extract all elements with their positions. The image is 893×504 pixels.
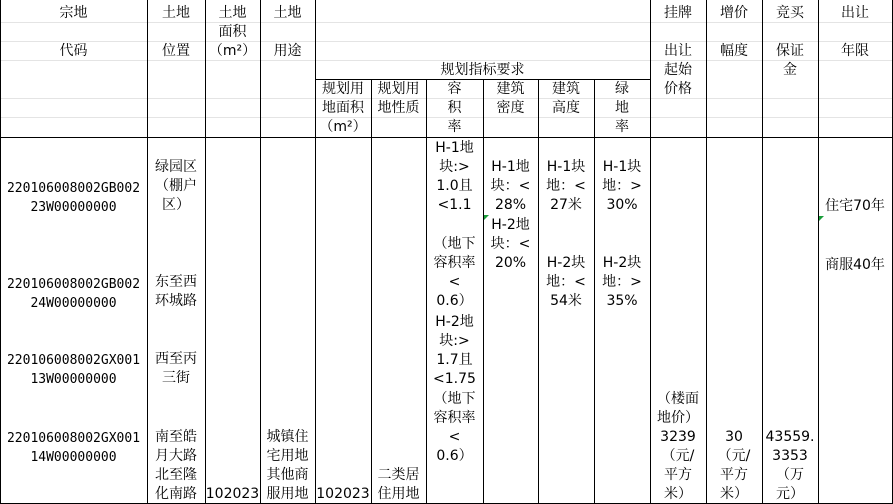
planned-nature-text: 住用地 xyxy=(377,486,420,502)
header-term-line1: 出让 xyxy=(841,5,869,21)
far-text: 容积率 xyxy=(433,255,476,271)
location-text: 月大路 xyxy=(155,448,197,464)
header-location-line2: 位置 xyxy=(162,43,190,59)
header-use-line1: 土地 xyxy=(273,5,302,21)
parcel-code: 220106008002GB002 xyxy=(6,277,141,292)
far-text: 1.0且 xyxy=(436,178,473,194)
header-far-line1: 容 xyxy=(447,81,462,97)
green-ratio-text: H-2块 xyxy=(602,255,642,271)
increment-text: （元/ xyxy=(717,448,751,464)
header-green-line3: 率 xyxy=(615,119,629,135)
far-text: 1.7且 xyxy=(436,352,473,368)
deposit-text: （万 xyxy=(776,467,804,483)
starting-price-text: 3239 xyxy=(660,429,696,445)
starting-price-text: 平方 xyxy=(664,467,692,483)
location-text: 区） xyxy=(162,197,190,213)
location-text: 三街 xyxy=(162,370,190,386)
column-border xyxy=(818,0,819,504)
land-use-text: 其他商 xyxy=(266,467,309,483)
comment-marker-icon[interactable] xyxy=(819,216,824,221)
density-text: 20% xyxy=(494,255,527,271)
header-area-line3: （m²） xyxy=(208,43,257,59)
far-text: 块:> xyxy=(439,159,470,175)
height-text: H-1块 xyxy=(546,159,586,175)
header-term-line2: 年限 xyxy=(841,43,869,59)
header-increment-line2: 幅度 xyxy=(720,43,748,59)
land-area-value: 102023 xyxy=(205,486,260,502)
deposit-text: 3353 xyxy=(772,448,808,464)
far-text: < xyxy=(448,429,461,445)
header-location-line1: 土地 xyxy=(162,5,190,21)
location-text: 南至皓 xyxy=(155,429,197,445)
parcel-code: 220106008002GB002 xyxy=(6,181,141,196)
header-green-line2: 地 xyxy=(615,100,629,116)
header-deposit-line3: 金 xyxy=(783,62,797,78)
starting-price-text: （楼面 xyxy=(657,391,699,407)
parcel-code: 13W00000000 xyxy=(30,372,117,387)
header-price-line2: 出让 xyxy=(664,43,692,59)
land-use-text: 城镇住 xyxy=(266,429,309,445)
location-text: 环城路 xyxy=(155,293,197,309)
parcel-code: 220106008002GX001 xyxy=(6,353,141,368)
height-text: 54米 xyxy=(550,293,582,309)
density-text: 28% xyxy=(494,197,527,213)
header-price-line1: 挂牌 xyxy=(664,5,692,21)
term-residential: 住宅70年 xyxy=(825,198,885,214)
header-use-line2: 用途 xyxy=(273,43,302,59)
far-text: <1.75 xyxy=(433,371,476,387)
height-text: 地：< xyxy=(546,178,586,194)
starting-price-text: 米） xyxy=(664,486,692,502)
header-plan-area-line2: 地面积 xyxy=(322,100,364,116)
header-price-line4: 价格 xyxy=(664,81,692,97)
term-commercial: 商服40年 xyxy=(825,257,885,273)
increment-text: 平方 xyxy=(720,467,748,483)
header-planning-requirements: 规划指标要求 xyxy=(440,62,525,78)
header-code-line1: 宗地 xyxy=(59,5,88,21)
starting-price-text: 地价） xyxy=(657,410,699,426)
density-text: H-2地 xyxy=(491,217,530,233)
far-text: 容积率 xyxy=(433,410,476,426)
increment-text: 米） xyxy=(720,486,748,502)
density-text: 块：< xyxy=(490,236,531,252)
header-far-line3: 率 xyxy=(447,119,462,135)
header-plan-nature-line1: 规划用 xyxy=(377,81,420,97)
header-code-line2: 代码 xyxy=(59,43,88,59)
land-use-text: 宅用地 xyxy=(266,448,309,464)
increment-text: 30 xyxy=(725,429,743,445)
far-text: 0.6） xyxy=(436,293,473,309)
header-bottom-border xyxy=(0,137,893,138)
green-ratio-text: 地：> xyxy=(602,274,642,290)
parcel-code: 23W00000000 xyxy=(30,200,117,215)
header-deposit-line1: 竞买 xyxy=(776,5,804,21)
starting-price-text: （元/ xyxy=(661,448,695,464)
header-deposit-line2: 保证 xyxy=(776,43,804,59)
header-price-line3: 起始 xyxy=(664,62,692,78)
column-border xyxy=(483,79,484,504)
header-green-line1: 绿 xyxy=(615,81,629,97)
height-text: 27米 xyxy=(550,197,582,213)
far-text: （地下 xyxy=(433,391,476,407)
column-border xyxy=(205,0,206,504)
height-text: 地：< xyxy=(546,274,586,290)
header-density-line1: 建筑 xyxy=(496,81,525,97)
header-density-line2: 密度 xyxy=(496,100,525,116)
planned-nature-text: 二类居 xyxy=(377,467,420,483)
far-text: 块:> xyxy=(439,333,470,349)
column-border xyxy=(371,79,372,504)
header-height-line1: 建筑 xyxy=(552,81,580,97)
header-far-line2: 积 xyxy=(447,100,462,116)
location-text: 北至隆 xyxy=(155,467,197,483)
parcel-code: 220106008002GX001 xyxy=(6,431,141,446)
parcel-code: 14W00000000 xyxy=(30,450,117,465)
green-ratio-text: 地：> xyxy=(602,178,642,194)
location-text: 绿园区 xyxy=(155,159,197,175)
comment-marker-icon[interactable] xyxy=(484,215,489,220)
far-text: <1.1 xyxy=(437,197,472,213)
green-ratio-text: 35% xyxy=(606,293,638,309)
planned-area-value: 102023 xyxy=(316,486,370,502)
location-text: 化南路 xyxy=(155,486,197,502)
header-height-line2: 高度 xyxy=(552,100,580,116)
density-text: H-1地 xyxy=(491,159,530,175)
location-text: 西至丙 xyxy=(155,351,197,367)
deposit-text: 元） xyxy=(776,486,804,502)
far-text: （地下 xyxy=(433,236,476,252)
density-text: 块：< xyxy=(490,178,531,194)
header-plan-nature-line2: 地性质 xyxy=(377,100,420,116)
far-text: H-1地 xyxy=(435,140,474,156)
green-ratio-text: 30% xyxy=(606,197,638,213)
header-area-line2: 面积 xyxy=(218,24,247,40)
parcel-code: 24W00000000 xyxy=(30,296,117,311)
far-text: 0.6） xyxy=(436,448,473,464)
location-text: （棚户 xyxy=(155,178,197,194)
header-area-line1: 土地 xyxy=(218,5,247,21)
header-plan-area-line1: 规划用 xyxy=(322,81,364,97)
header-increment-line1: 增价 xyxy=(720,5,748,21)
deposit-text: 43559. xyxy=(765,429,815,445)
location-text: 东至西 xyxy=(155,274,197,290)
far-text: H-2地 xyxy=(435,314,474,330)
header-plan-area-line3: （m²） xyxy=(319,119,367,135)
green-ratio-text: H-1块 xyxy=(602,159,642,175)
height-text: H-2块 xyxy=(546,255,586,271)
land-use-text: 服用地 xyxy=(266,486,309,502)
far-text: < xyxy=(448,274,461,290)
